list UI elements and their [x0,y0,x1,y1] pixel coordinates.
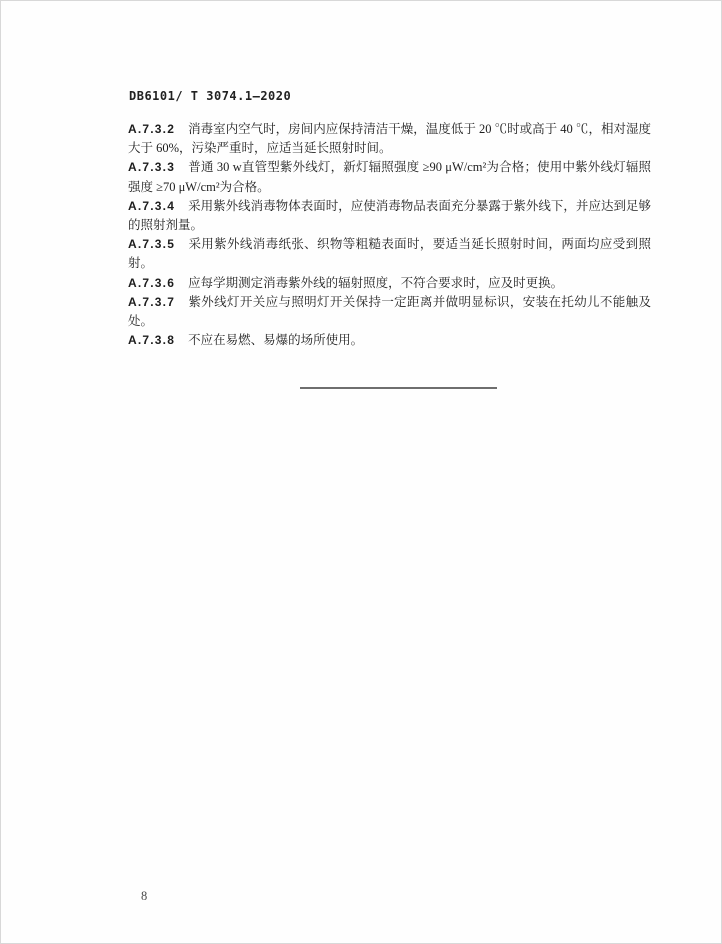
clause-a737 [128,293,651,331]
clause-a735 [128,235,651,273]
clause-text: 紫外线灯开关应与照明灯开关保持一定距离并做明显标识，安装在托幼儿不能触及处。 [128,294,651,329]
clause-a736 [128,274,651,293]
clause-text: 消毒室内空气时，房间内应保持清洁干燥，温度低于 20 ℃时或高于 40 ℃，相对湿度大于 60%，污染严重时，应适当延长照射时间。 [128,122,651,156]
clause-label: A.7.3.4 [128,198,176,213]
standard-number-header: DB6101/ T 3074.1—2020 [129,89,292,103]
document-body [128,120,651,389]
end-of-document-rule [300,387,497,389]
clause-text: 应每学期测定消毒紫外线的辐射照度，不符合要求时，应及时更换。 [188,275,564,290]
clause-label: A.7.3.5 [128,237,176,252]
clause-a732 [128,120,651,158]
clause-a734 [128,197,651,235]
clause-a738 [128,331,651,350]
page-number: 8 [141,889,148,903]
clause-text: 普通 30 w直管型紫外线灯，新灯辐照强度 ≥90 μW/cm²为合格；使用中紫外线灯辐照强度 ≥70 μW/cm²为合格。 [128,160,651,194]
clause-label: A.7.3.8 [128,333,176,348]
clause-label: A.7.3.7 [128,294,176,309]
clause-text: 采用紫外线消毒纸张、织物等粗糙表面时，要适当延长照射时间，两面均应受到照射。 [128,237,651,271]
clause-label: A.7.3.3 [128,160,176,175]
clause-label: A.7.3.2 [128,122,176,136]
clause-label: A.7.3.6 [128,275,176,290]
clause-text: 不应在易燃、易爆的场所使用。 [188,333,364,348]
clause-text: 采用紫外线消毒物体表面时，应使消毒物品表面充分暴露于紫外线下，并应达到足够的照射剂量。 [128,198,651,233]
clause-a733 [128,158,651,196]
